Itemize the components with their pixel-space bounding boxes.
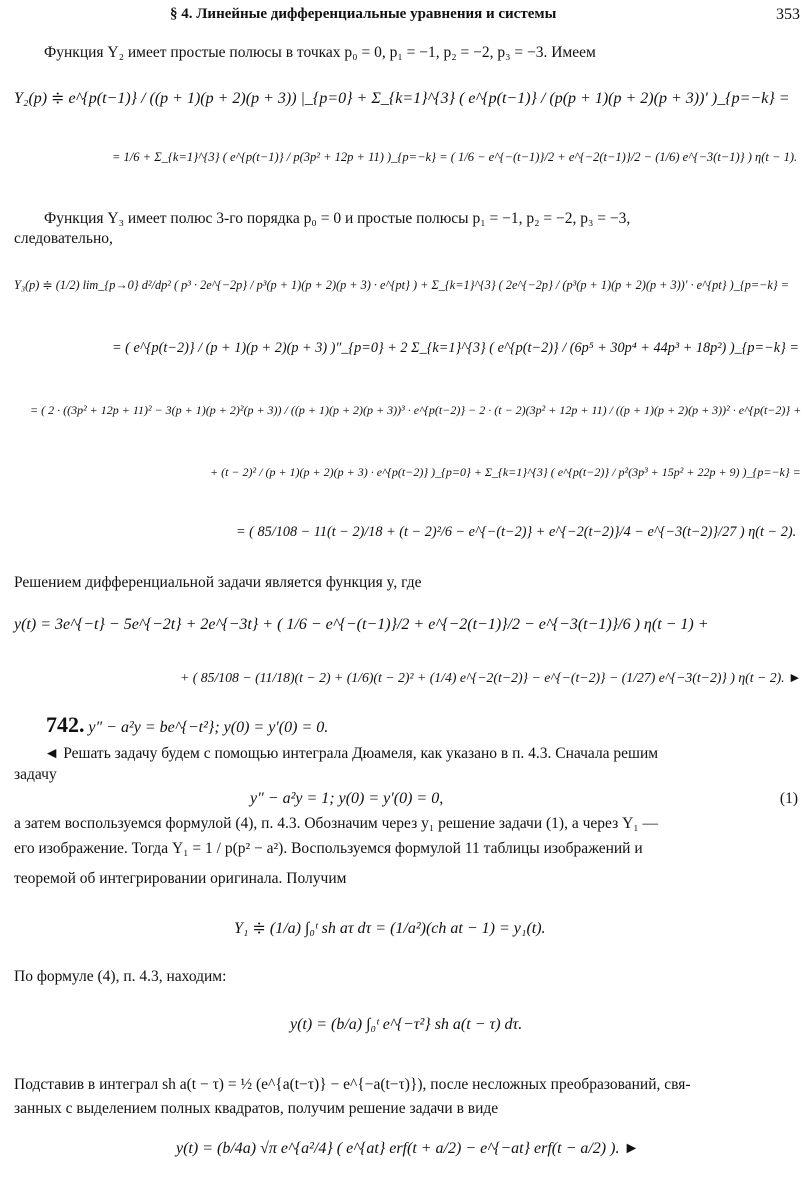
equation-final-solution: y(t) = (b/4a) √π e^{a²/4} ( e^{at} erf(t + a/2) − e^{−at} erf(t − a/2) ). ► <box>176 1140 640 1157</box>
equation-y3-line3: = ( 2 · ((3p² + 12p + 11)² − 3(p + 1)(p + 2)²(p + 3)) / ((p + 1)(p + 2)(p + 3))³ · e^{p(t−2)} − 2 · (t − 2)(3p² + 12p + 11) / ((p + 1)(p + 2)(p + 3))² · e^{p(t−2)} + <box>30 403 802 417</box>
paragraph-y2-poles: Функция Y₂ имеет простые полюсы в точках p₀ = 0, p₁ = −1, p₂ = −2, p₃ = −3. Имеем <box>44 44 596 61</box>
equation-y2-line2: = 1/6 + Σ_{k=1}^{3} ( e^{p(t−1)} / p(3p² + 12p + 11) )_{p=−k} = ( 1/6 − e^{−(t−1)}/2 + e^{−2(t−1)}/2 − (1/6) e^{−3(t−1)} ) η(t − 1). <box>112 150 798 164</box>
paragraph-duhamel: ◄ Решать задачу будем с помощью интеграла Дюамеля, как указано в п. 4.3. Сначала решим <box>44 745 659 762</box>
equation-y3-line1: Y₃(p) ≑ (1/2) lim_{p→0} d²/dp² ( p³ · 2e^{−2p} / p³(p + 1)(p + 2)(p + 3) · e^{pt} ) + Σ_{k=1}^{3} ( 2e^{−2p} / (p³(p + 1)(p + 2)(p + 3))′ · e^{pt} )_{p=−k} = <box>14 278 790 292</box>
equation-y3-line4: + (t − 2)² / (p + 1)(p + 2)(p + 3) · e^{p(t−2)} )_{p=0} + Σ_{k=1}^{3} ( e^{p(t−2)} / p²(3p³ + 15p² + 22p + 9) )_{p=−k} = <box>210 465 801 479</box>
page-header <box>0 6 812 28</box>
paragraph-formula-4-cont: его изображение. Тогда Y₁ = 1 / p(p² − a²). Воспользуемся формулой 11 таблицы изображений и <box>14 840 643 857</box>
paragraph-by-formula: По формуле (4), п. 4.3, находим: <box>14 968 227 985</box>
equation-solution-line1: y(t) = 3e^{−t} − 5e^{−2t} + 2e^{−3t} + ( 1/6 − e^{−(t−1)}/2 + e^{−2(t−1)}/2 − e^{−3(t−1)}/6 ) η(t − 1) + <box>14 616 709 633</box>
equation-number-1: (1) <box>779 790 798 807</box>
page-number: 353 <box>776 6 800 23</box>
paragraph-formula-4-end: теоремой об интегрировании оригинала. Получим <box>14 870 347 887</box>
paragraph-y3-poles: Функция Y₃ имеет полюс 3-го порядка p₀ = 0 и простые полюсы p₁ = −1, p₂ = −2, p₃ = −3, <box>44 210 631 227</box>
equation-y3-line5: = ( 85/108 − 11(t − 2)/18 + (t − 2)²/6 − e^{−(t−2)} + e^{−2(t−2)}/4 − e^{−3(t−2)}/27 ) η(t − 2). <box>236 524 797 540</box>
equation-solution-line2: + ( 85/108 − (11/18)(t − 2) + (1/6)(t − 2)² + (1/4) e^{−2(t−2)} − e^{−(t−2)} − (1/27) e^{−3(t−2)} ) η(t − 2). ► <box>180 670 802 685</box>
paragraph-duhamel-cont: задачу <box>14 766 57 783</box>
equation-y2-line1: Y₂(p) ≑ e^{p(t−1)} / ((p + 1)(p + 2)(p + 3)) |_{p=0} + Σ_{k=1}^{3} ( e^{p(t−1)} / (p(p + 1)(p + 2)(p + 3))′ )_{p=−k} = <box>14 90 790 107</box>
section-title: § 4. Линейные дифференциальные уравнения и системы <box>170 6 557 22</box>
paragraph-formula-4: а затем воспользуемся формулой (4), п. 4.3. Обозначим через y₁ решение задачи (1), а через Y₁ — <box>14 815 659 832</box>
equation-problem-1: y″ − a²y = 1; y(0) = y′(0) = 0, <box>250 790 444 807</box>
paragraph-substitution-cont: занных с выделением полных квадратов, получим решение задачи в виде <box>14 1100 499 1117</box>
problem-742 <box>46 712 328 738</box>
equation-y3-line2: = ( e^{p(t−2)} / (p + 1)(p + 2)(p + 3) )″_{p=0} + 2 Σ_{k=1}^{3} ( e^{p(t−2)} / (6p⁵ + 30p⁴ + 44p³ + 18p²) )_{p=−k} = <box>112 340 799 356</box>
problem-number: 742. <box>46 712 85 737</box>
problem-statement: y″ − a²y = be^{−t²}; y(0) = y′(0) = 0. <box>88 719 329 736</box>
paragraph-y3-poles-cont: следовательно, <box>14 230 113 247</box>
paragraph-substitution: Подставив в интеграл sh a(t − τ) = ½ (e^{a(t−τ)} − e^{−a(t−τ)}), после несложных преобразований, свя- <box>14 1076 691 1093</box>
paragraph-solution: Решением дифференциальной задачи является функция y, где <box>14 574 422 591</box>
equation-y-integral: y(t) = (b/a) ∫₀ᵗ e^{−τ²} sh a(t − τ) dτ. <box>290 1016 523 1033</box>
equation-y1: Y₁ ≑ (1/a) ∫₀ᵗ sh aτ dτ = (1/a²)(ch at − 1) = y₁(t). <box>234 920 546 937</box>
